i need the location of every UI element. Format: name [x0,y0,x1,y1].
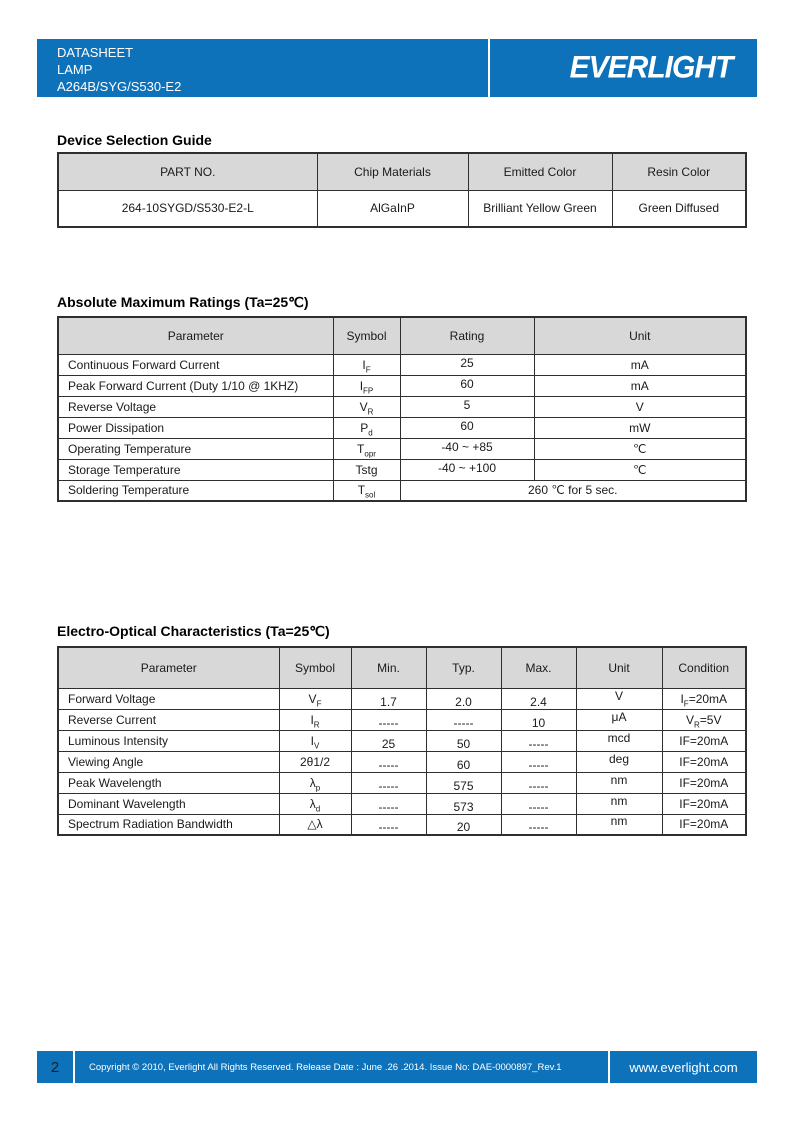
product-family-label: LAMP [57,62,93,77]
cell-max: 2.4 [501,688,576,709]
table-row [58,480,746,501]
header-title-block [37,39,490,97]
absolute-maximum-ratings-section [57,294,747,502]
electro-optical-section [57,623,747,836]
table-row [58,709,746,730]
cell-parameter: Forward Voltage [58,688,279,709]
cell-unit: deg [576,751,662,772]
absolute-maximum-ratings-table [57,316,747,502]
col-unit: Unit [534,317,746,354]
part-number-label: A264B/SYG/S530-E2 [57,79,182,94]
cell-symbol: 2θ1/2 [279,751,351,772]
col-unit: Unit [576,647,662,688]
table-row [58,730,746,751]
cell-condition: IF=20mA [662,793,746,814]
cell-symbol: $V_F$ [279,688,351,709]
col-parameter: Parameter [58,317,333,354]
cell-unit: mW [534,417,746,438]
col-symbol: Symbol [279,647,351,688]
cell-resin-color: Green Diffused [612,190,746,227]
col-part-no: PART NO. [58,153,317,190]
cell-parameter: Viewing Angle [58,751,279,772]
col-typ: Typ. [426,647,501,688]
cell-min: 25 [351,730,426,751]
table-row [58,772,746,793]
cell-min: ----- [351,793,426,814]
table-header-row [58,153,746,190]
cell-max: ----- [501,730,576,751]
cell-typ: 573 [426,793,501,814]
cell-unit: V [576,688,662,709]
col-max: Max. [501,647,576,688]
cell-condition: $I_F=20mA$ [662,688,746,709]
table-row [58,354,746,375]
table-header-row [58,647,746,688]
cell-parameter: Peak Wavelength [58,772,279,793]
col-emitted-color: Emitted Color [468,153,612,190]
col-condition: Condition [662,647,746,688]
table-row [58,375,746,396]
cell-min: ----- [351,709,426,730]
device-selection-section [57,132,747,228]
cell-rating: 60 [400,375,534,396]
table-row [58,417,746,438]
cell-typ: 20 [426,814,501,835]
cell-unit: nm [576,772,662,793]
table-row [58,396,746,417]
cell-rating: 5 [400,396,534,417]
cell-part-no: 264-10SYGD/S530-E2-L [58,190,317,227]
cell-rating: -40 ~ +85 [400,438,534,459]
cell-rating-unit-merged: 260 ℃ for 5 sec. [400,480,746,501]
device-selection-title: Device Selection Guide [57,132,212,148]
cell-typ: ----- [426,709,501,730]
cell-symbol: △λ [279,814,351,835]
cell-unit: mA [534,375,746,396]
logo-area [490,39,757,97]
cell-condition: IF=20mA [662,814,746,835]
col-rating: Rating [400,317,534,354]
cell-max: ----- [501,772,576,793]
cell-max: ----- [501,751,576,772]
page-number: 2 [37,1051,75,1083]
cell-condition: IF=20mA [662,772,746,793]
cell-parameter: Continuous Forward Current [58,354,333,375]
cell-rating: 25 [400,354,534,375]
cell-symbol: $P_d$ [333,417,400,438]
footer-bar [37,1051,757,1083]
cell-symbol: $T_{opr}$ [333,438,400,459]
cell-unit: nm [576,793,662,814]
cell-symbol: $V_R$ [333,396,400,417]
table-row [58,459,746,480]
cell-condition: IF=20mA [662,730,746,751]
cell-rating: 60 [400,417,534,438]
cell-max: ----- [501,793,576,814]
table-row [58,438,746,459]
website-link[interactable]: www.everlight.com [608,1051,757,1083]
doc-type-label: DATASHEET [57,45,134,60]
cell-typ: 50 [426,730,501,751]
cell-symbol: $T_{sol}$ [333,480,400,501]
cell-condition: $V_R=5V$ [662,709,746,730]
cell-min: 1.7 [351,688,426,709]
cell-unit: μA [576,709,662,730]
cell-unit: mA [534,354,746,375]
cell-symbol: $I_{FP}$ [333,375,400,396]
cell-typ: 2.0 [426,688,501,709]
copyright-text: Copyright © 2010, Everlight All Rights Reserved. Release Date : June .26 .2014. Issue No: DAE-0000897_Rev.1 [89,1061,562,1073]
cell-unit: V [534,396,746,417]
table-row [58,814,746,835]
cell-chip-materials: AlGaInP [317,190,468,227]
cell-parameter: Luminous Intensity [58,730,279,751]
cell-parameter: Storage Temperature [58,459,333,480]
cell-emitted-color: Brilliant Yellow Green [468,190,612,227]
col-parameter: Parameter [58,647,279,688]
cell-unit: ℃ [534,438,746,459]
cell-symbol: $\lambda_d$ [279,793,351,814]
cell-parameter: Soldering Temperature [58,480,333,501]
cell-parameter: Power Dissipation [58,417,333,438]
absolute-maximum-ratings-title: Absolute Maximum Ratings (Ta=25℃) [57,294,309,310]
col-resin-color: Resin Color [612,153,746,190]
cell-parameter: Reverse Current [58,709,279,730]
cell-parameter: Operating Temperature [58,438,333,459]
electro-optical-table [57,646,747,836]
cell-condition: IF=20mA [662,751,746,772]
cell-parameter: Spectrum Radiation Bandwidth [58,814,279,835]
cell-symbol: $I_F$ [333,354,400,375]
cell-min: ----- [351,772,426,793]
cell-parameter: Peak Forward Current (Duty 1/10 @ 1KHZ) [58,375,333,396]
cell-max: 10 [501,709,576,730]
cell-parameter: Reverse Voltage [58,396,333,417]
cell-typ: 575 [426,772,501,793]
table-row [58,688,746,709]
col-chip-materials: Chip Materials [317,153,468,190]
col-symbol: Symbol [333,317,400,354]
cell-symbol: $I_R$ [279,709,351,730]
table-row [58,190,746,227]
cell-symbol: $I_V$ [279,730,351,751]
cell-min: ----- [351,751,426,772]
col-min: Min. [351,647,426,688]
table-header-row [58,317,746,354]
cell-unit: nm [576,814,662,835]
cell-unit: ℃ [534,459,746,480]
header-bar [37,39,757,97]
everlight-logo: EVERLIGHT [569,50,733,85]
cell-typ: 60 [426,751,501,772]
table-row [58,793,746,814]
cell-rating: -40 ~ +100 [400,459,534,480]
cell-symbol: $\lambda_p$ [279,772,351,793]
cell-parameter: Dominant Wavelength [58,793,279,814]
cell-unit: mcd [576,730,662,751]
cell-symbol: Tstg [333,459,400,480]
table-row [58,751,746,772]
cell-max: ----- [501,814,576,835]
cell-min: ----- [351,814,426,835]
device-selection-table [57,152,747,228]
electro-optical-title: Electro-Optical Characteristics (Ta=25℃) [57,623,330,639]
